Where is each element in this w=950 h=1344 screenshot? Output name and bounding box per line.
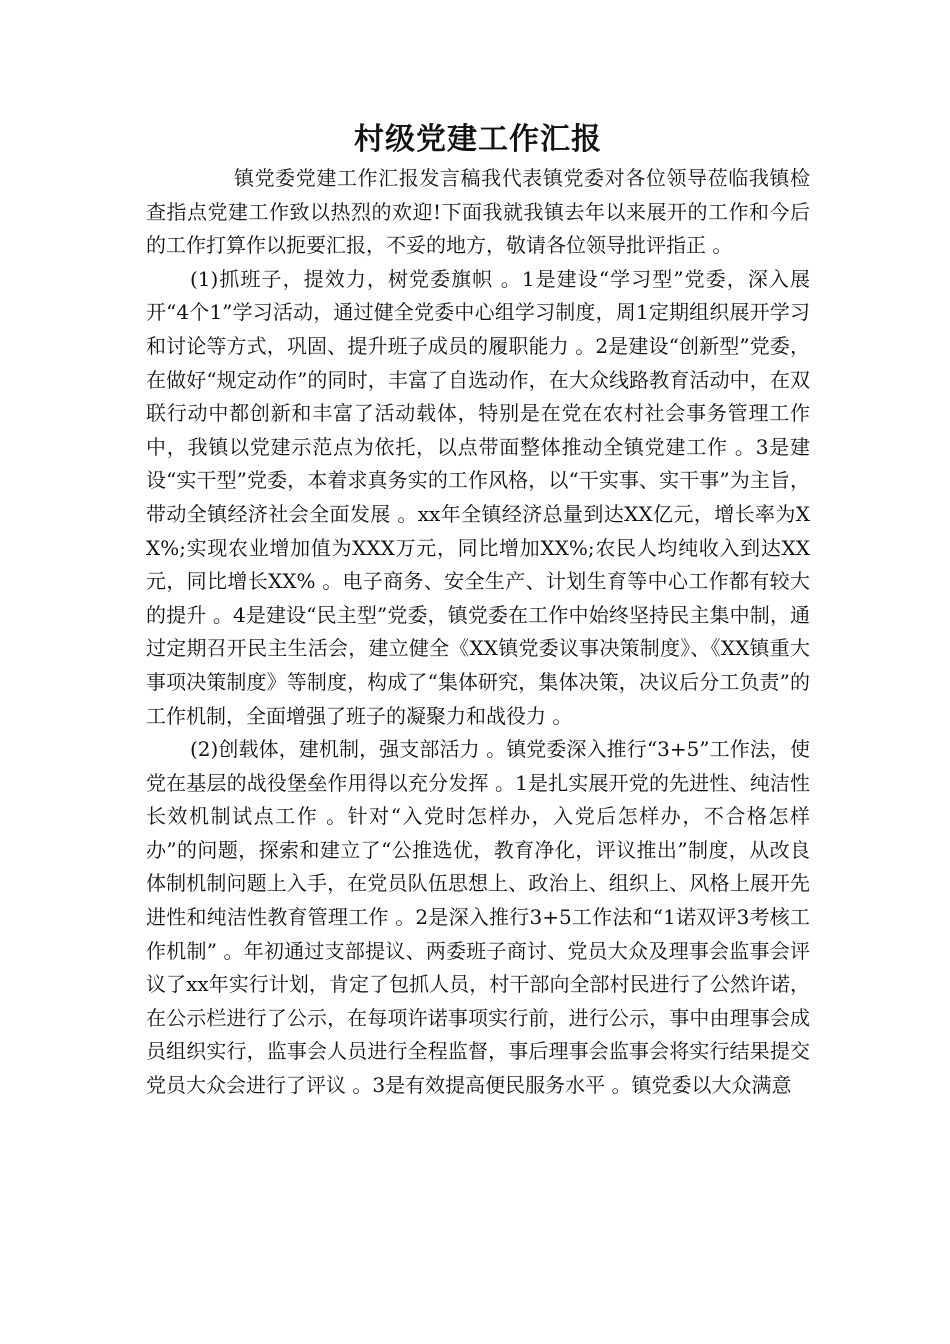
document-page <box>146 118 810 1103</box>
intro-paragraph: 镇党委党建工作汇报发言稿我代表镇党委对各位领导莅临我镇检查指点党建工作致以热烈的欢迎!下面我就我镇去年以来展开的工作和今后的工作打算作以扼要汇报，不妥的地方，敬请各位领导批评指正 。 <box>146 166 810 258</box>
section-2-paragraph: (2)创载体，建机制，强支部活力 。镇党委深入推行“3+5”工作法，使党在基层的战役堡垒作用得以充分发挥 。1是扎实展开党的先进性、纯洁性长效机制试点工作 。针对“入党时怎样办，入党后怎样办，不合格怎样办”的问题，探索和建立了“公推选优，教育净化，评议推出”制度，从改良体制机制问题上入手，在党员队伍思想上、政治上、组织上、风格上展开先进性和纯洁性教育管理工作 。2是深入推行3+5工作法和“1诺双评3考核工作机制” 。年初通过支部提议、两委班子商讨、党员大众及理事会监事会评议了xx年实行计划，肯定了包抓人员，村干部向全部村民进行了公然许诺，在公示栏进行了公示，在每项许诺事项实行前，进行公示，事中由理事会成员组织实行，监事会人员进行全程监督，事后理事会监事会将实行结果提交党员大众会进行了评议 。3是有效提高便民服务水平 。镇党委以大众满意 <box>146 737 810 1098</box>
document-title: 村级党建工作汇报 <box>354 122 602 157</box>
section-1-paragraph: (1)抓班子，提效力，树党委旗帜 。1是建设“学习型”党委，深入展开“4个1”学习活动，通过健全党委中心组学习制度，周1定期组织展开学习和讨论等方式，巩固、提升班子成员的履职能力 。2是建设“创新型”党委，在做好“规定动作”的同时，丰富了自选动作，在大众线路教育活动中，在双联行动中都创新和丰富了活动载体，特别是在党在农村社会事务管理工作中，我镇以党建示范点为依托，以点带面整体推动全镇党建工作 。3是建设“实干型”党委，本着求真务实的工作风格，以“干实事、实干事”为主旨，带动全镇经济社会全面发展 。xx年全镇经济总量到达XX亿元，增长率为XX%;实现农业增加值为XXX万元，同比增加XX%;农民人均纯收入到达XX元，同比增长XX% 。电子商务、安全生产、计划生育等中心工作都有较大的提升 。4是建设“民主型”党委，镇党委在工作中始终坚持民主集中制，通过定期召开民主生活会，建立健全《XX镇党委议事决策制度》、《XX镇重大事项决策制度》等制度，构成了“集体研究，集体决策，决议后分工负责”的工作机制，全面增强了班子的凝聚力和战役力 。 <box>146 266 810 728</box>
